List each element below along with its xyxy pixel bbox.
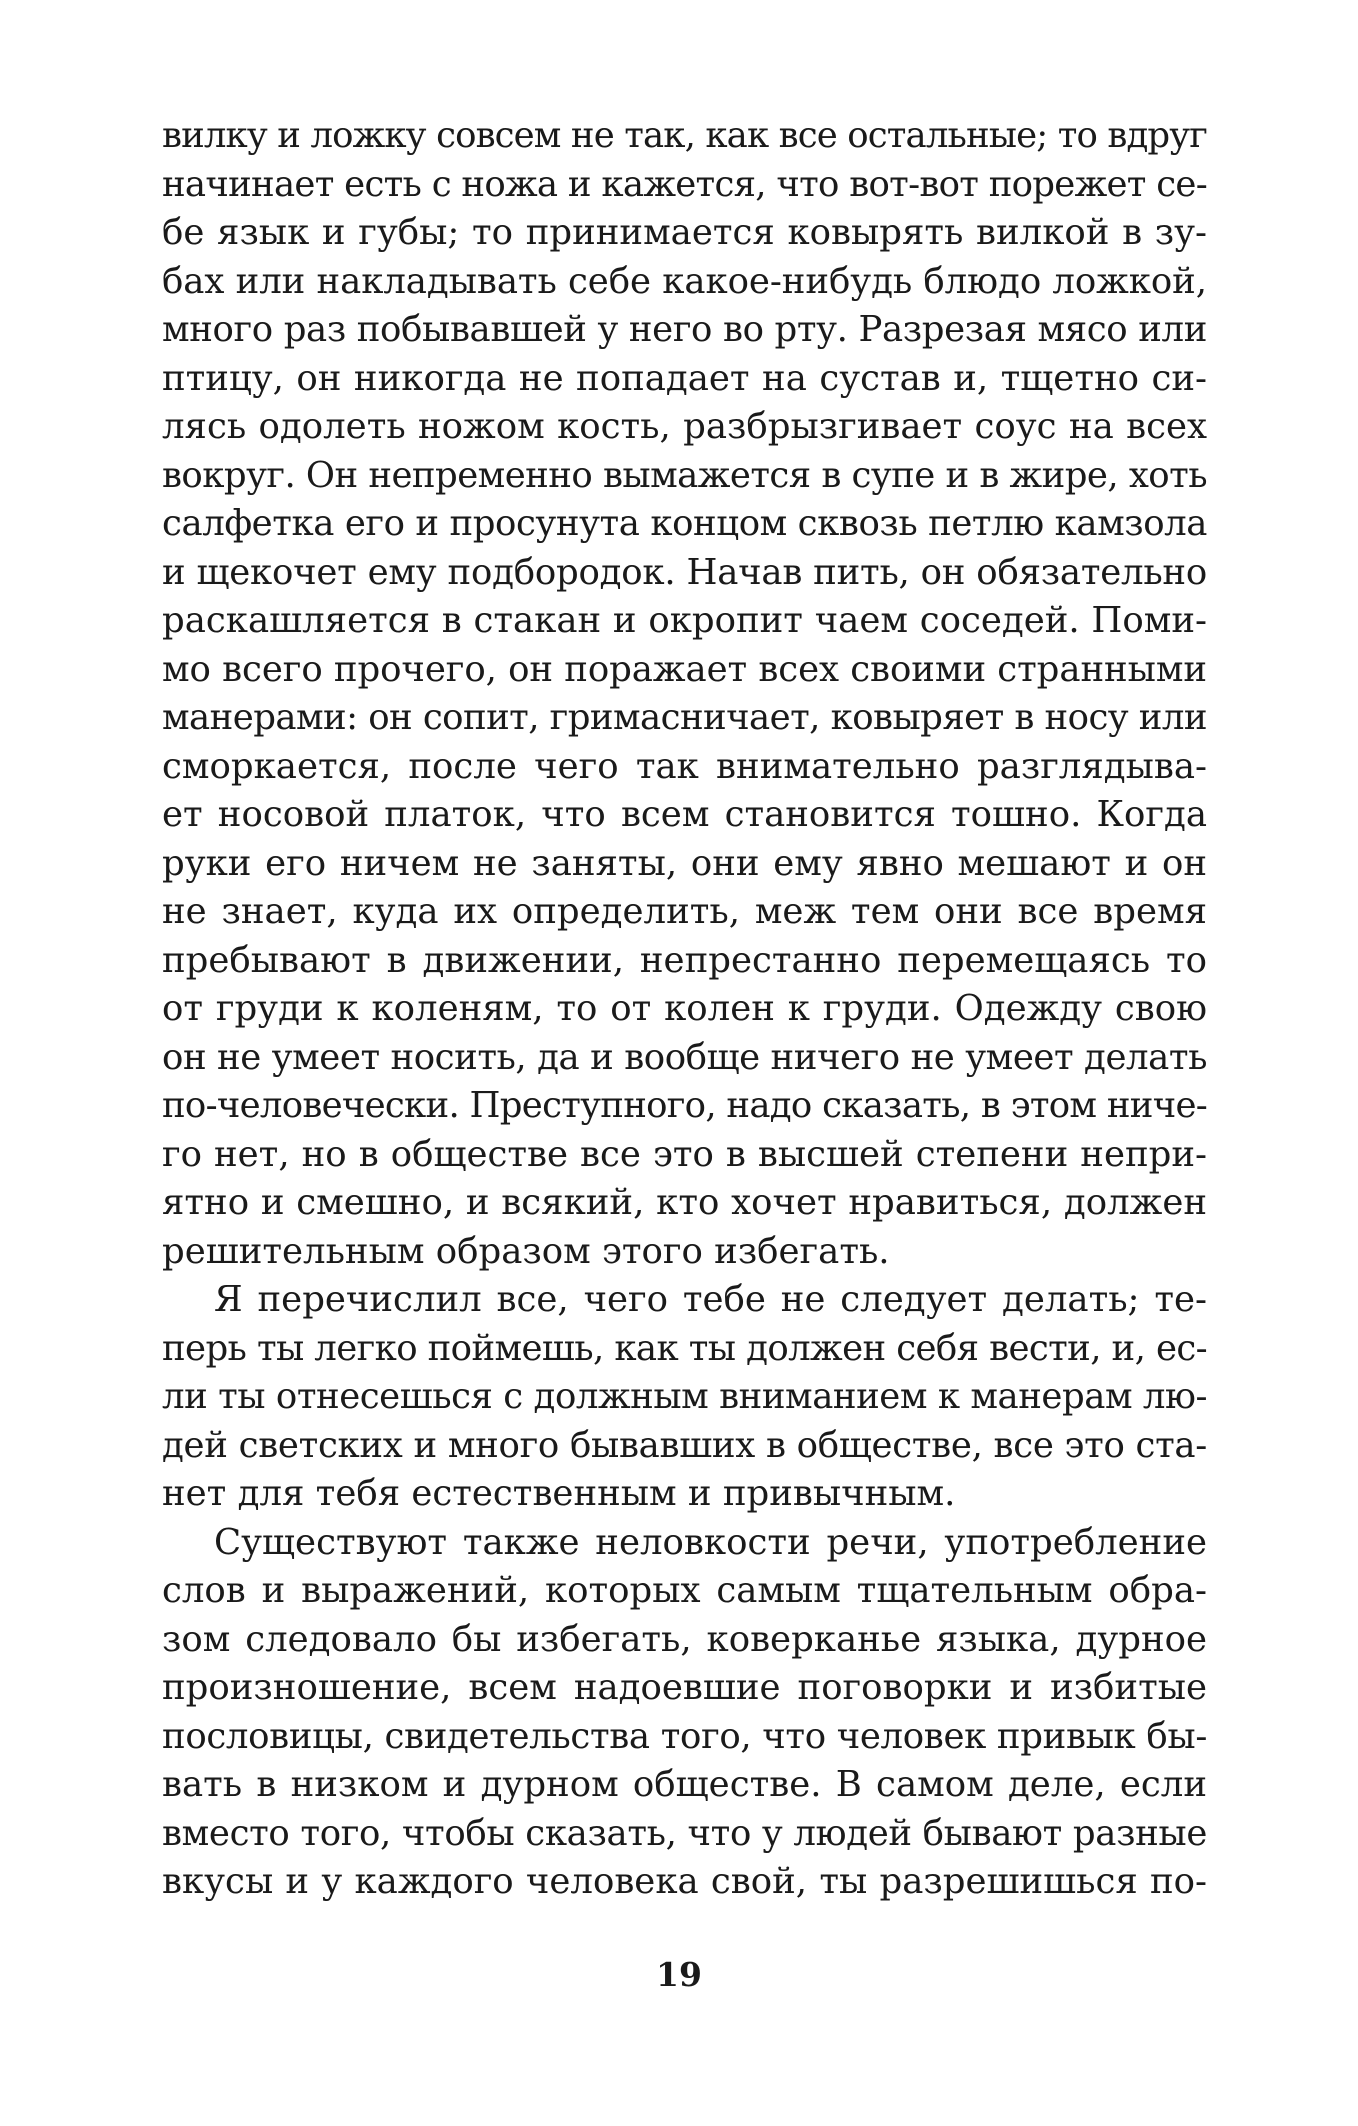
text-line: Я перечислил все, чего тебе не следует делать; те-	[214, 1279, 1207, 1320]
text-line: дей светских и много бывавших в обществе, все это ста-	[162, 1424, 1207, 1466]
text-line: вместо того, чтобы сказать, что у людей бывают разные	[162, 1812, 1208, 1854]
text-line: вать в низком и дурном обществе. В самом деле, если	[162, 1764, 1207, 1805]
text-line: салфетка его и просунута концом сквозь петлю камзола	[162, 503, 1207, 544]
text-line: и щекочет ему подбородок. Начав пить, он обязательно	[162, 551, 1208, 593]
text-line: не знает, куда их определить, меж тем они все время	[162, 891, 1207, 932]
text-line: вилку и ложку совсем не так, как все остальные; то вдруг	[162, 115, 1207, 156]
text-line: руки его ничем не заняты, они ему явно мешают и он	[162, 842, 1207, 884]
text-line: ет носовой платок, что всем становится тошно. Когда	[162, 794, 1207, 835]
text-line: ли ты отнесешься с должным вниманием к манерам лю-	[162, 1376, 1207, 1417]
text-line: произношение, всем надоевшие поговорки и избитые	[162, 1667, 1207, 1708]
text-line: много раз побывавшей у него во рту. Разрезая мясо или	[162, 309, 1207, 350]
text-line: мо всего прочего, он поражает всех своими странными	[162, 648, 1207, 690]
text-line: манерами: он сопит, гримасничает, ковыряет в носу или	[162, 697, 1207, 738]
text-line: зом следовало бы избегать, коверканье языка, дурное	[162, 1618, 1207, 1660]
text-line: сморкается, после чего так внимательно разглядыва-	[162, 745, 1207, 787]
text-line: птицу, он никогда не попадает на сустав и, тщетно си-	[162, 357, 1207, 399]
text-line: ятно и смешно, и всякий, кто хочет нравиться, должен	[162, 1182, 1207, 1223]
text-line: бе язык и губы; то принимается ковырять вилкой в зу-	[162, 212, 1207, 253]
text-line: перь ты легко поймешь, как ты должен себя вести, и, ес-	[162, 1327, 1208, 1369]
text-line: вокруг. Он непременно вымажется в супе и в жире, хоть	[162, 454, 1207, 496]
text-line: пребывают в движении, непрестанно перемещаясь то	[162, 939, 1207, 981]
text-line: начинает есть с ножа и кажется, что вот-вот порежет се-	[162, 163, 1207, 205]
text-line: по-человечески. Преступного, надо сказать, в этом ниче-	[162, 1085, 1207, 1126]
text-line: нет для тебя естественным и привычным.	[162, 1473, 956, 1514]
text-line: пословицы, свидетельства того, что человек привык бы-	[162, 1715, 1207, 1757]
text-line: го нет, но в обществе все это в высшей степени непри-	[162, 1133, 1207, 1175]
text-line: решительным образом этого избегать.	[162, 1230, 890, 1272]
text-line: он не умеет носить, да и вообще ничего не умеет делать	[162, 1036, 1207, 1078]
text-line: слов и выражений, которых самым тщательным обра-	[162, 1570, 1207, 1611]
text-line: бах или накладывать себе какое-нибудь блюдо ложкой,	[162, 260, 1207, 302]
text-line: лясь одолеть ножом кость, разбрызгивает соус на всех	[162, 406, 1207, 447]
body-text	[162, 112, 1207, 1907]
text-line: от груди к коленям, то от колен к груди. Одежду свою	[162, 988, 1207, 1029]
page-number: 19	[656, 1955, 702, 1994]
text-line: вкусы и у каждого человека свой, ты разрешишься по-	[162, 1861, 1207, 1902]
text-line: раскашляется в стакан и окропит чаем соседей. Поми-	[162, 600, 1207, 641]
text-line: Существуют также неловкости речи, употребление	[214, 1521, 1207, 1563]
